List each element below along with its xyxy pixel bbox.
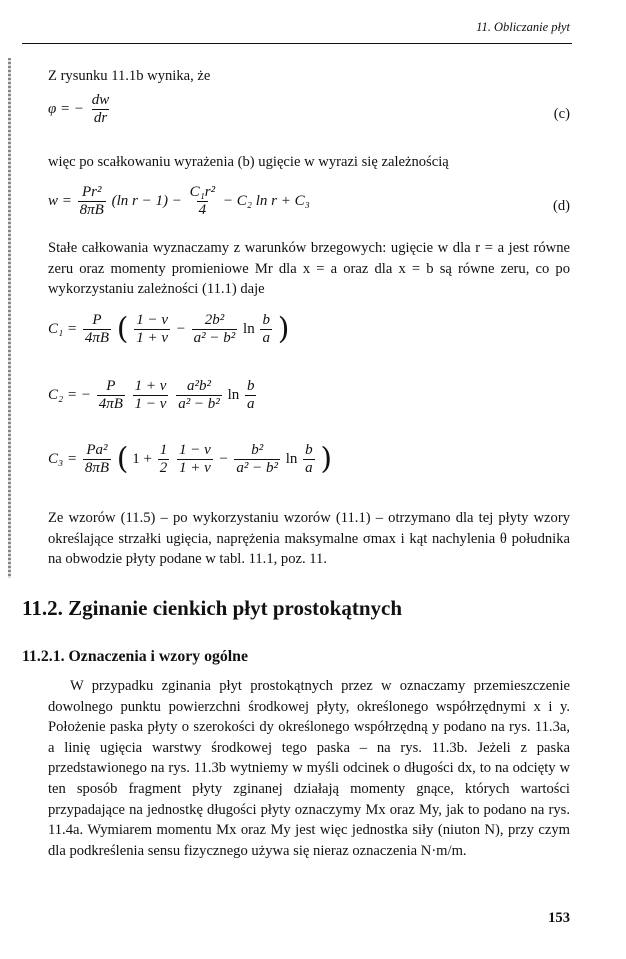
eq-c1-factor-num: P [92,312,102,328]
equation-c [48,92,113,127]
eq-c3-factor-den: 8πB [84,460,110,476]
eq-c3-b-den: a² − b² [236,460,278,476]
eq-d-f2-num: C₁r² [189,184,216,200]
eq-c1-a-den: 1 + ν [136,330,169,346]
eq-c2-ln: ln [227,386,240,403]
eq-c1-lhs: C₁ = [48,320,78,337]
eq-c2-lhs: C₂ = − [48,386,91,403]
eq-d-fraction-2 [188,184,218,219]
equation-label-c: (c) [553,106,570,122]
eq-c-num: dw [91,92,110,108]
equation-label-d: (d) [552,198,570,214]
paragraph-boundary-conditions: Stałe całkowania wyznaczamy z warunków brzegowych: ugięcie w dla r = a jest równe zeru oraz momenty promieniowe Mr dla x = a oraz dla x = b są równe zeru, co po wykorzystaniu zależności (11.1) daje [48,240,570,298]
eq-c3-paren-close: ) [320,441,333,477]
eq-c2-c-den: a [246,396,255,412]
eq-c1-b-num: 2b² [204,312,225,328]
eq-c2-frac-b [176,378,222,413]
paragraph-rectangular-plates: W przypadku zginania płyt prostokątnych przez w oznaczamy przemieszczenie dowolnego punktu powierzchni środkowej płyty, określonego współrzędnymi x i y. Położenie paska płyty o szerokości dy określonego współrzędną y podano na rys. 11.3a, a linię ugięcia warstwy środkowej tego paska – na rys. 11.3b. Jeżeli z paska przedstawionego na rys. 11.3b wytniemy w myśli odcinek o długości dx, to na odcięty w ten sposób fragment płyty zginanej działają momenty gnące, których wartości przypadające na jednostkę długości płyty oznaczymy Mx oraz My, jak to podano na rys. 11.4a. Wymiarem momentu Mx oraz My jest więc jednostka siły (niuton N), przy czym dla podkreślenia sensu fizycznego używa się nieraz oznaczenia N·m/m. [48,678,570,859]
running-header: 11. Obliczanie płyt [476,20,570,34]
eq-c3-frac-a [177,442,213,477]
eq-d-tail: − C₂ ln r + C₃ [222,192,310,209]
eq-c2-b-num: a²b² [187,378,211,394]
eq-c2-factor-num: P [106,378,116,394]
eq-c2-factor [97,378,125,413]
eq-c-den: dr [93,110,108,126]
eq-c2-frac-c [245,378,257,413]
eq-c1-frac-b [192,312,238,347]
equation-d [48,184,310,219]
eq-c1-factor-den: 4πB [84,330,110,346]
header-rule [22,43,572,44]
eq-c1-ln: ln [243,320,255,337]
eq-c2-b-den: a² − b² [178,396,220,412]
eq-c1-paren-open: ( [116,311,129,347]
eq-c3-minus: − [218,450,229,467]
eq-c3-frac-b [234,442,280,477]
eq-c3-h-num: 1 [159,442,168,458]
paragraph-integration: więc po scałkowaniu wyrażenia (b) ugięcie w wyrazi się zależnością [48,154,449,170]
eq-d-f2-den: 4 [198,202,207,218]
eq-c3-b-num: b² [251,442,264,458]
eq-d-mid: (ln r − 1) − [111,192,182,209]
eq-c3-c-num: b [305,442,313,458]
eq-c3-frac-c [303,442,315,477]
equation-c2 [48,378,258,413]
equation-c1 [48,312,289,347]
eq-c2-a-den: 1 − ν [134,396,167,412]
subsection-heading: 11.2.1. Oznaczenia i wzory ogólne [22,648,248,665]
eq-c1-b-den: a² − b² [193,330,236,346]
eq-c-fraction [90,92,112,127]
eq-c3-paren-open: ( [116,441,129,477]
eq-d-fraction-1 [78,184,106,219]
eq-d-f1-den: 8πB [79,202,104,218]
eq-c1-factor [83,312,111,347]
eq-c1-frac-a [134,312,170,347]
section-heading: 11.2. Zginanie cienkich płyt prostokątnych [22,596,403,620]
eq-c-lhs: φ = − [48,100,85,117]
eq-c2-a-num: 1 + ν [134,378,167,394]
eq-c3-c-den: a [305,460,313,476]
page-number: 153 [548,910,570,926]
eq-c3-lhs: C₃ = [48,450,78,467]
eq-c3-a-num: 1 − ν [178,442,211,458]
eq-c1-minus: − [175,320,186,337]
eq-c1-paren-close: ) [277,311,290,347]
eq-c3-factor-num: Pa² [86,442,108,458]
eq-c2-factor-den: 4πB [98,396,123,412]
eq-c3-a-den: 1 + ν [178,460,211,476]
eq-c3-ln: ln [285,450,298,467]
eq-c3-h-den: 2 [159,460,168,476]
eq-c3-frac-half [158,442,170,477]
eq-c2-frac-a [133,378,169,413]
eq-c3-factor [83,442,111,477]
scan-margin-strip [8,58,11,578]
eq-c3-one-plus: 1 + [132,450,152,467]
eq-d-lhs: w = [48,192,72,209]
eq-c1-frac-c [260,312,272,347]
eq-c1-c-den: a [262,330,270,346]
eq-c2-c-num: b [246,378,255,394]
paragraph-results: Ze wzorów (11.5) – po wykorzystaniu wzorów (11.1) – otrzymano dla tej płyty wzory określające strzałki ugięcia, naprężenia maksymalne σmax i kąt nachylenia θ południka na obwodzie płyty podane w tabl. 11.1, poz. 11. [48,510,570,568]
eq-c1-c-num: b [262,312,270,328]
eq-d-f1-num: Pr² [81,184,102,200]
equation-c3 [48,442,332,477]
eq-c1-a-num: 1 − ν [136,312,169,328]
paragraph-intro: Z rysunku 11.1b wynika, że [48,68,211,84]
